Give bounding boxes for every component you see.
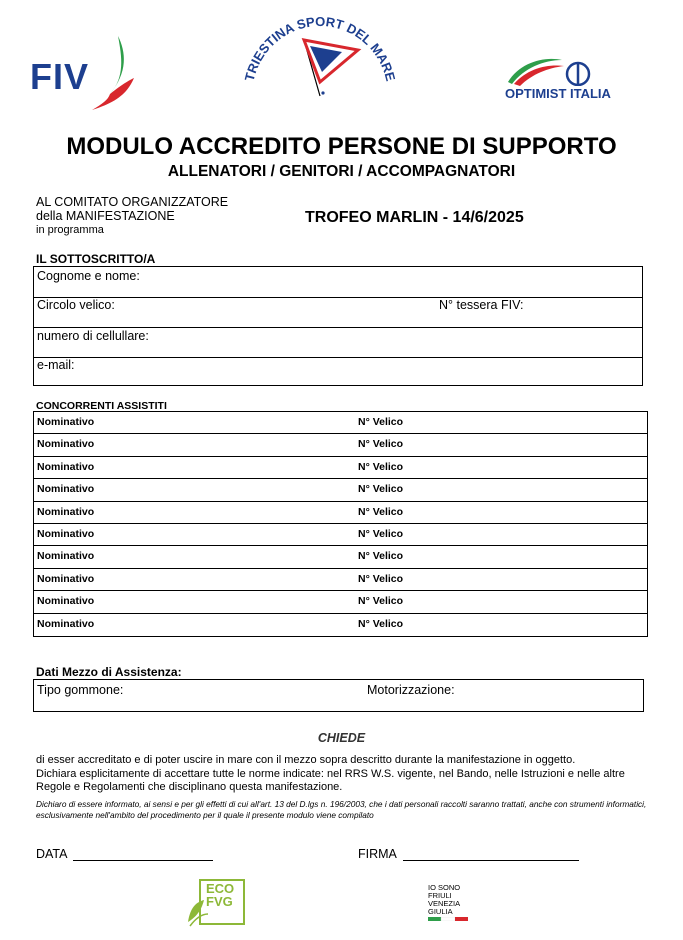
competitor-sail-number-label: N° Velico xyxy=(358,416,404,428)
optimist-italia-logo xyxy=(500,52,645,104)
competitor-row[interactable] xyxy=(34,457,647,479)
fiv-logo xyxy=(30,32,140,112)
competitor-row[interactable] xyxy=(34,434,647,456)
competitor-row[interactable] xyxy=(34,412,647,434)
page-title: MODULO ACCREDITO PERSONE DI SUPPORTO xyxy=(66,133,617,160)
competitor-row[interactable] xyxy=(34,546,647,568)
pennant-flag-icon xyxy=(304,40,358,96)
fvg-logo-line-1: IO SONO xyxy=(428,883,461,892)
fvg-logo-line-3: VENEZIA xyxy=(428,899,461,908)
competitor-name-label: Nominativo xyxy=(37,572,95,585)
recipient-line-2: della MANIFESTAZIONE xyxy=(36,209,175,223)
friuli-venezia-giulia-logo xyxy=(428,884,488,928)
date-line[interactable] xyxy=(73,860,213,861)
club-row[interactable] xyxy=(34,297,642,328)
competitor-row[interactable] xyxy=(34,614,647,636)
competitor-name-label: Nominativo xyxy=(37,528,95,540)
recipient-line-3: in programma xyxy=(36,224,104,236)
competitor-row[interactable] xyxy=(34,524,647,546)
event-name: TROFEO MARLIN - 14/6/2025 xyxy=(305,209,524,226)
competitor-name-label: Nominativo xyxy=(37,617,95,630)
vehicle-heading: Dati Mezzo di Assistenza: xyxy=(36,665,182,679)
competitor-row[interactable] xyxy=(34,591,647,613)
competitor-sail-number-label: N° Velico xyxy=(358,483,404,496)
signature-label: FIRMA xyxy=(358,847,397,861)
fiv-sail-icon xyxy=(30,32,140,112)
fvg-logo-line-4: GIULIA xyxy=(428,907,453,916)
boat-type-label: Tipo gommone: xyxy=(37,683,124,697)
competitor-name-label: Nominativo xyxy=(37,438,95,451)
competitor-sail-number-label: N° Velico xyxy=(358,595,404,608)
eco-logo-line-1: ECO xyxy=(206,881,235,896)
eco-fvg-logo xyxy=(186,878,246,930)
competitor-name-label: Nominativo xyxy=(37,460,95,473)
request-line-1: di esser accreditato e di poter uscire in mare con il mezzo sopra descritto durante la manifestazione in oggetto. xyxy=(36,754,576,766)
recipient-block xyxy=(36,195,228,237)
competitor-name-label: Nominativo xyxy=(37,595,95,608)
fvg-logo-line-2: FRIULI xyxy=(428,891,452,900)
recipient-line-1: AL COMITATO ORGANIZZATORE xyxy=(36,195,229,209)
italy-flag-icon xyxy=(428,917,468,921)
eco-logo-line-2: FVG xyxy=(206,894,233,909)
club-label: Circolo velico: xyxy=(37,298,115,312)
fiv-card-label: N° tessera FIV: xyxy=(439,298,524,312)
phone-row[interactable] xyxy=(34,327,642,358)
signature-line[interactable] xyxy=(403,860,579,861)
competitor-row[interactable] xyxy=(34,479,647,501)
privacy-notice: Dichiaro di essere informato, ai sensi e per gli effetti di cui all'art. 13 del D.lgs n. 196/2003, che i dati personali raccolti saranno trattati, anche con strumenti informatici, esclusivamente nell'ambito del procedimento per il quale il presente modulo viene compilato xyxy=(36,799,647,820)
competitor-name-label: Nominativo xyxy=(37,550,95,563)
request-line-2: Dichiara esplicitamente di accettare tutte le norme indicate: nel RRS W.S. vigente, nel Bando, nelle Istruzioni e nelle altre Regole e Regolamenti che disciplinano questa manifestazione. xyxy=(36,767,625,793)
competitor-row[interactable] xyxy=(34,502,647,524)
competitor-sail-number-label: N° Velico xyxy=(358,550,404,563)
request-text xyxy=(36,754,656,795)
engine-label: Motorizzazione: xyxy=(367,683,455,697)
vehicle-box[interactable] xyxy=(33,679,644,712)
competitor-sail-number-label: N° Velico xyxy=(358,617,404,630)
undersigned-box xyxy=(33,266,643,386)
email-row[interactable] xyxy=(34,357,642,387)
tsm-logo-text: TRIESTINA SPORT DEL MARE xyxy=(241,13,398,83)
date-label: DATA xyxy=(36,847,68,861)
competitor-sail-number-label: N° Velico xyxy=(358,438,404,451)
request-heading: CHIEDE xyxy=(317,731,366,745)
triestina-sport-del-mare-logo xyxy=(238,10,398,100)
optimist-swoosh-icon xyxy=(500,52,645,86)
competitors-table xyxy=(33,411,648,637)
email-label: e-mail: xyxy=(37,358,75,372)
competitor-sail-number-label: N° Velico xyxy=(358,505,404,518)
competitor-sail-number-label: N° Velico xyxy=(358,528,404,540)
surname-label: Cognome e nome: xyxy=(37,269,140,283)
competitor-sail-number-label: N° Velico xyxy=(358,572,404,585)
competitor-name-label: Nominativo xyxy=(37,505,95,518)
undersigned-heading: IL SOTTOSCRITTO/A xyxy=(36,252,156,266)
page-subtitle: ALLENATORI / GENITORI / ACCOMPAGNATORI xyxy=(167,163,516,180)
fiv-logo-text: FIV xyxy=(30,56,90,97)
optimist-logo-text: OPTIMIST ITALIA xyxy=(505,86,611,101)
competitors-heading: CONCORRENTI ASSISTITI xyxy=(36,400,167,412)
competitor-row[interactable] xyxy=(34,569,647,591)
competitor-sail-number-label: N° Velico xyxy=(358,460,404,473)
surname-row[interactable] xyxy=(34,267,642,298)
competitor-name-label: Nominativo xyxy=(37,483,95,496)
phone-label: numero di cellullare: xyxy=(37,329,149,343)
competitor-name-label: Nominativo xyxy=(37,416,95,428)
